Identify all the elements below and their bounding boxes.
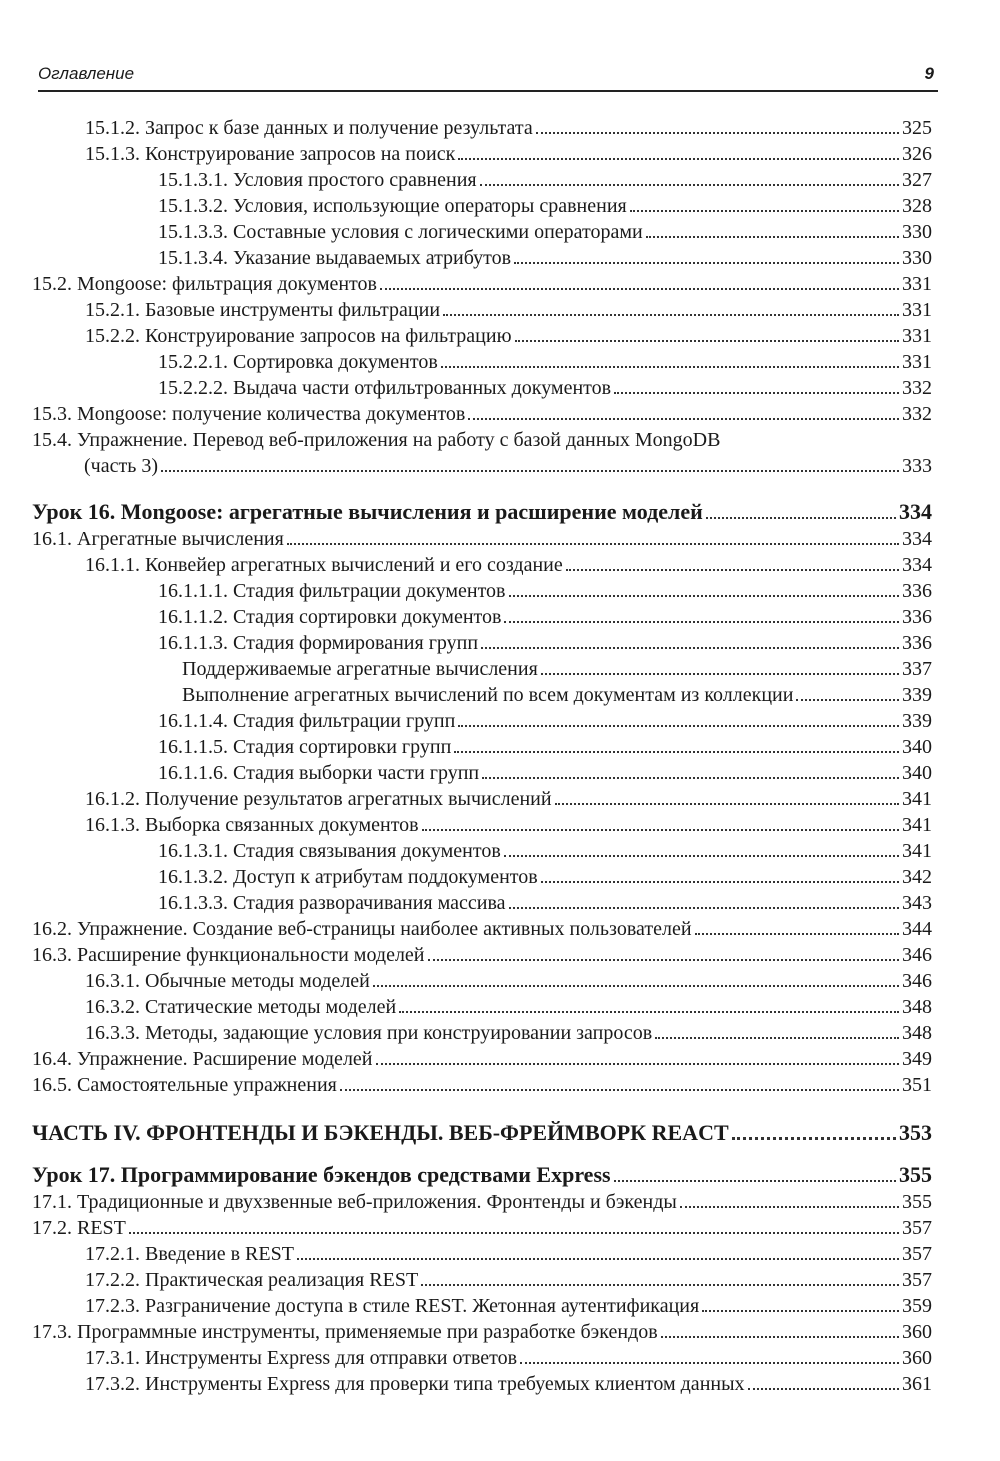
toc-entry: 16.1.1.3. Стадия формирования групп 336 xyxy=(158,632,932,654)
toc-lesson-heading: Урок 17. Программирование бэкендов средствами Express 355 xyxy=(32,1162,932,1187)
toc-entry: 16.1.1. Конвейер агрегатных вычислений и его создание 334 xyxy=(85,554,932,576)
toc-entry: 15.2.2. Конструирование запросов на фильтрацию 331 xyxy=(85,325,932,347)
toc-entry: 16.1.3. Выборка связанных документов 341 xyxy=(85,814,932,836)
toc-entry: 16.3.1. Обычные методы моделей 346 xyxy=(85,970,932,992)
toc-entry: 16.3.3. Методы, задающие условия при конструировании запросов 348 xyxy=(85,1022,932,1044)
header-page-number: 9 xyxy=(924,64,934,83)
toc-entry: 16.3.2. Статические методы моделей 348 xyxy=(85,996,932,1018)
toc-entry: 16.1.3.2. Доступ к атрибутам поддокументов 342 xyxy=(158,866,932,888)
toc-entry: 16.1.3.3. Стадия разворачивания массива 343 xyxy=(158,892,932,914)
toc-entry: 17.1. Традиционные и двухзвенные веб-приложения. Фронтенды и бэкенды 355 xyxy=(32,1191,932,1213)
toc-entry: 17.2.1. Введение в REST 357 xyxy=(85,1243,932,1265)
toc-entry: Выполнение агрегатных вычислений по всем документам из коллекции 339 xyxy=(182,684,932,706)
toc-entry: 17.2.3. Разграничение доступа в стиле REST. Жетонная аутентификация 359 xyxy=(85,1295,932,1317)
toc-entry: 15.1.2. Запрос к базе данных и получение результата 325 xyxy=(85,117,932,139)
toc-entry: Поддерживаемые агрегатные вычисления 337 xyxy=(182,658,932,680)
table-of-contents xyxy=(32,115,932,1397)
toc-entry: 15.3. Mongoose: получение количества документов 332 xyxy=(32,403,932,425)
toc-entry: 16.1.3.1. Стадия связывания документов 341 xyxy=(158,840,932,862)
toc-entry: 17.2.2. Практическая реализация REST 357 xyxy=(85,1269,932,1291)
toc-lesson-heading: Урок 16. Mongoose: агрегатные вычисления и расширение моделей 334 xyxy=(32,499,932,524)
toc-entry: 16.1.1.4. Стадия фильтрации групп 339 xyxy=(158,710,932,732)
toc-entry: 17.3. Программные инструменты, применяемые при разработке бэкендов 360 xyxy=(32,1321,932,1343)
toc-entry: 17.3.2. Инструменты Express для проверки типа требуемых клиентом данных 361 xyxy=(85,1373,932,1395)
toc-entry: 16.1.1.6. Стадия выборки части групп 340 xyxy=(158,762,932,784)
toc-entry-continuation: (часть 3) 333 xyxy=(84,455,932,477)
toc-entry: 16.2. Упражнение. Создание веб-страницы наиболее активных пользователей 344 xyxy=(32,918,932,940)
toc-entry: 15.1.3.3. Составные условия с логическими операторами 330 xyxy=(158,221,932,243)
toc-entry: 16.1.1.5. Стадия сортировки групп 340 xyxy=(158,736,932,758)
toc-entry: 15.2.2.2. Выдача части отфильтрованных документов 332 xyxy=(158,377,932,399)
toc-entry: 15.2.1. Базовые инструменты фильтрации 331 xyxy=(85,299,932,321)
toc-entry: 15.2. Mongoose: фильтрация документов 331 xyxy=(32,273,932,295)
toc-part-heading: ЧАСТЬ IV. ФРОНТЕНДЫ И БЭКЕНДЫ. ВЕБ-ФРЕЙМВОРК REACT 353 xyxy=(32,1120,932,1145)
toc-entry: 17.2. REST 357 xyxy=(32,1217,932,1239)
toc-entry: 16.1.2. Получение результатов агрегатных вычислений 341 xyxy=(85,788,932,810)
toc-entry: 16.5. Самостоятельные упражнения 351 xyxy=(32,1074,932,1096)
toc-entry: 15.1.3.4. Указание выдаваемых атрибутов 330 xyxy=(158,247,932,269)
toc-entry: 15.1.3.2. Условия, использующие операторы сравнения 328 xyxy=(158,195,932,217)
toc-entry: 16.1. Агрегатные вычисления 334 xyxy=(32,528,932,550)
toc-entry: 15.2.2.1. Сортировка документов 331 xyxy=(158,351,932,373)
toc-entry: 16.1.1.1. Стадия фильтрации документов 336 xyxy=(158,580,932,602)
toc-entry: 15.1.3. Конструирование запросов на поиск 326 xyxy=(85,143,932,165)
header-title: Оглавление xyxy=(38,64,135,83)
toc-entry: 16.1.1.2. Стадия сортировки документов 336 xyxy=(158,606,932,628)
toc-entry: 15.1.3.1. Условия простого сравнения 327 xyxy=(158,169,932,191)
toc-entry: 17.3.1. Инструменты Express для отправки ответов 360 xyxy=(85,1347,932,1369)
toc-entry: 16.3. Расширение функциональности моделей 346 xyxy=(32,944,932,966)
toc-entry: 16.4. Упражнение. Расширение моделей 349 xyxy=(32,1048,932,1070)
running-header xyxy=(38,60,938,92)
toc-entry-first-line: 15.4. Упражнение. Перевод веб-приложения на работу с базой данных MongoDB xyxy=(32,429,721,451)
